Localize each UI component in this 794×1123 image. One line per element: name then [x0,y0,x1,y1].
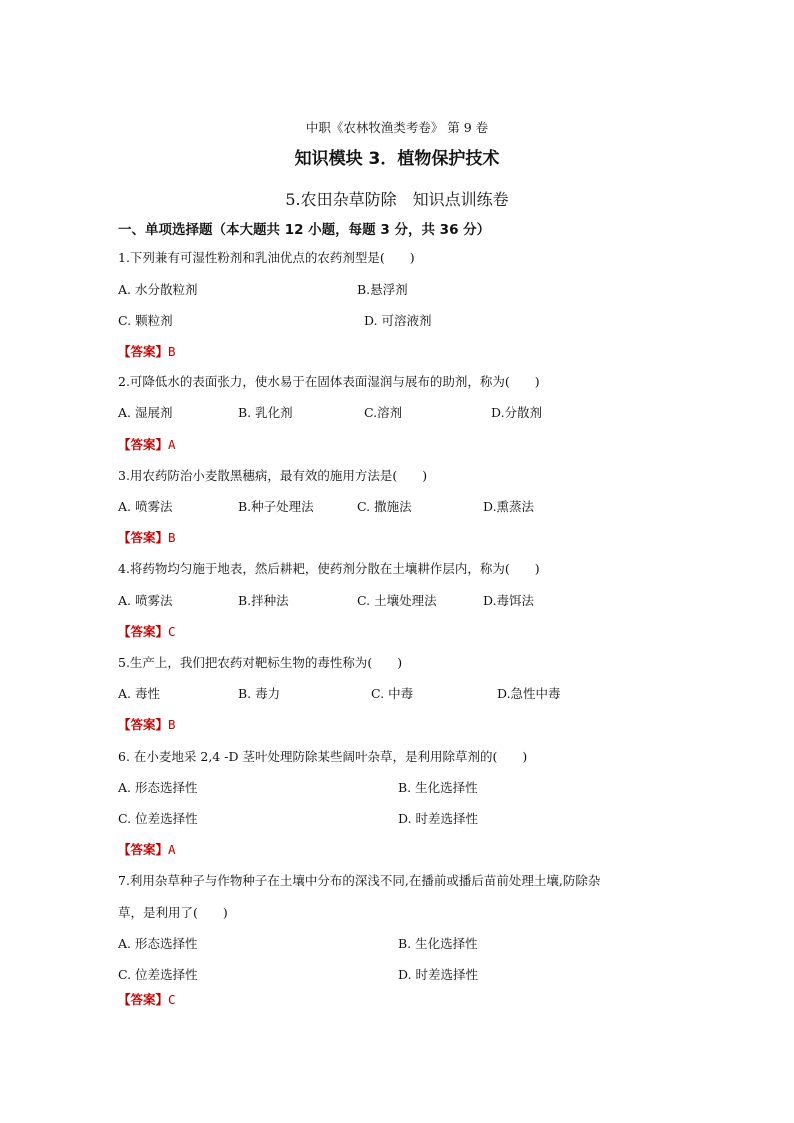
option-b: B. 毒力 [238,686,281,701]
option-b: B. 生化选择性 [398,780,478,795]
answer-label: 【答案】 [118,437,169,452]
question-stem: 2.可降低水的表面张力，使水易于在固体表面湿润与展布的助剂，称为( ) [118,374,540,389]
option-b: B. 乳化剂 [238,405,293,420]
answer-value: C [168,992,176,1007]
answer-line [118,717,176,733]
answer-label: 【答案】 [118,530,169,545]
module-title: 知识模块 3．植物保护技术 [294,149,500,169]
option-c: C. 中毒 [371,686,414,701]
option-d: D. 时差选择性 [398,811,479,826]
section-heading: 一、单项选择题（本大题共 12 小题，每题 3 分，共 36 分） [118,222,491,238]
answer-label: 【答案】 [118,842,169,857]
question-stem-continued: 草，是利用了( ) [118,905,228,920]
option-b: B. 生化选择性 [398,936,478,951]
option-a: A. 水分散粒剂 [118,282,198,297]
answer-line [118,437,176,453]
topic-title: 5.农田杂草防除 知识点训练卷 [285,190,509,209]
option-b: B.悬浮剂 [357,282,408,297]
answer-value: C [168,624,176,639]
answer-value: B [168,717,176,732]
question-stem: 5.生产上，我们把农药对靶标生物的毒性称为( ) [118,655,403,670]
answer-line [118,842,176,858]
option-b: B.拌种法 [238,593,289,608]
answer-label: 【答案】 [118,992,169,1007]
option-c: C. 土壤处理法 [357,593,437,608]
question-stem: 6. 在小麦地采 2,4 -D 茎叶处理防除某些阔叶杂草，是利用除草剂的( ) [118,749,528,764]
question-stem: 1.下列兼有可湿性粉剂和乳油优点的农药剂型是( ) [118,250,415,265]
option-c: C. 撒施法 [357,499,412,514]
option-d: D.毒饵法 [483,593,535,608]
option-c: C. 位差选择性 [118,811,198,826]
answer-line [118,992,176,1008]
option-c: C. 颗粒剂 [118,313,173,328]
answer-label: 【答案】 [118,717,169,732]
option-b: B.种子处理法 [238,499,314,514]
option-a: A. 喷雾法 [118,593,173,608]
answer-label: 【答案】 [118,624,169,639]
option-a: A. 形态选择性 [118,780,198,795]
option-d: D. 可溶液剂 [364,313,432,328]
answer-label: 【答案】 [118,344,169,359]
answer-value: A [168,437,176,452]
answer-value: B [168,530,176,545]
answer-value: B [168,344,176,359]
option-a: A. 形态选择性 [118,936,198,951]
question-stem: 4.将药物均匀施于地表，然后耕耙，使药剂分散在土壤耕作层内，称为( ) [118,561,540,576]
option-c: C.溶剂 [364,405,403,420]
option-d: D.熏蒸法 [483,499,535,514]
option-d: D.急性中毒 [497,686,561,701]
option-a: A. 毒性 [118,686,160,701]
answer-value: A [168,842,176,857]
option-a: A. 湿展剂 [118,405,173,420]
question-stem: 7.利用杂草种子与作物种子在土壤中分布的深浅不同,在播前或播后苗前处理土壤,防除杂 [118,873,601,888]
question-stem: 3.用农药防治小麦散黑穗病，最有效的施用方法是( ) [118,468,428,483]
option-c: C. 位差选择性 [118,967,198,982]
exam-subtitle: 中职《农林牧渔类考卷》 第 9 卷 [305,120,489,135]
answer-line [118,624,176,640]
option-d: D. 时差选择性 [398,967,479,982]
option-d: D.分散剂 [491,405,543,420]
answer-line [118,344,176,360]
option-a: A. 喷雾法 [118,499,173,514]
answer-line [118,530,176,546]
